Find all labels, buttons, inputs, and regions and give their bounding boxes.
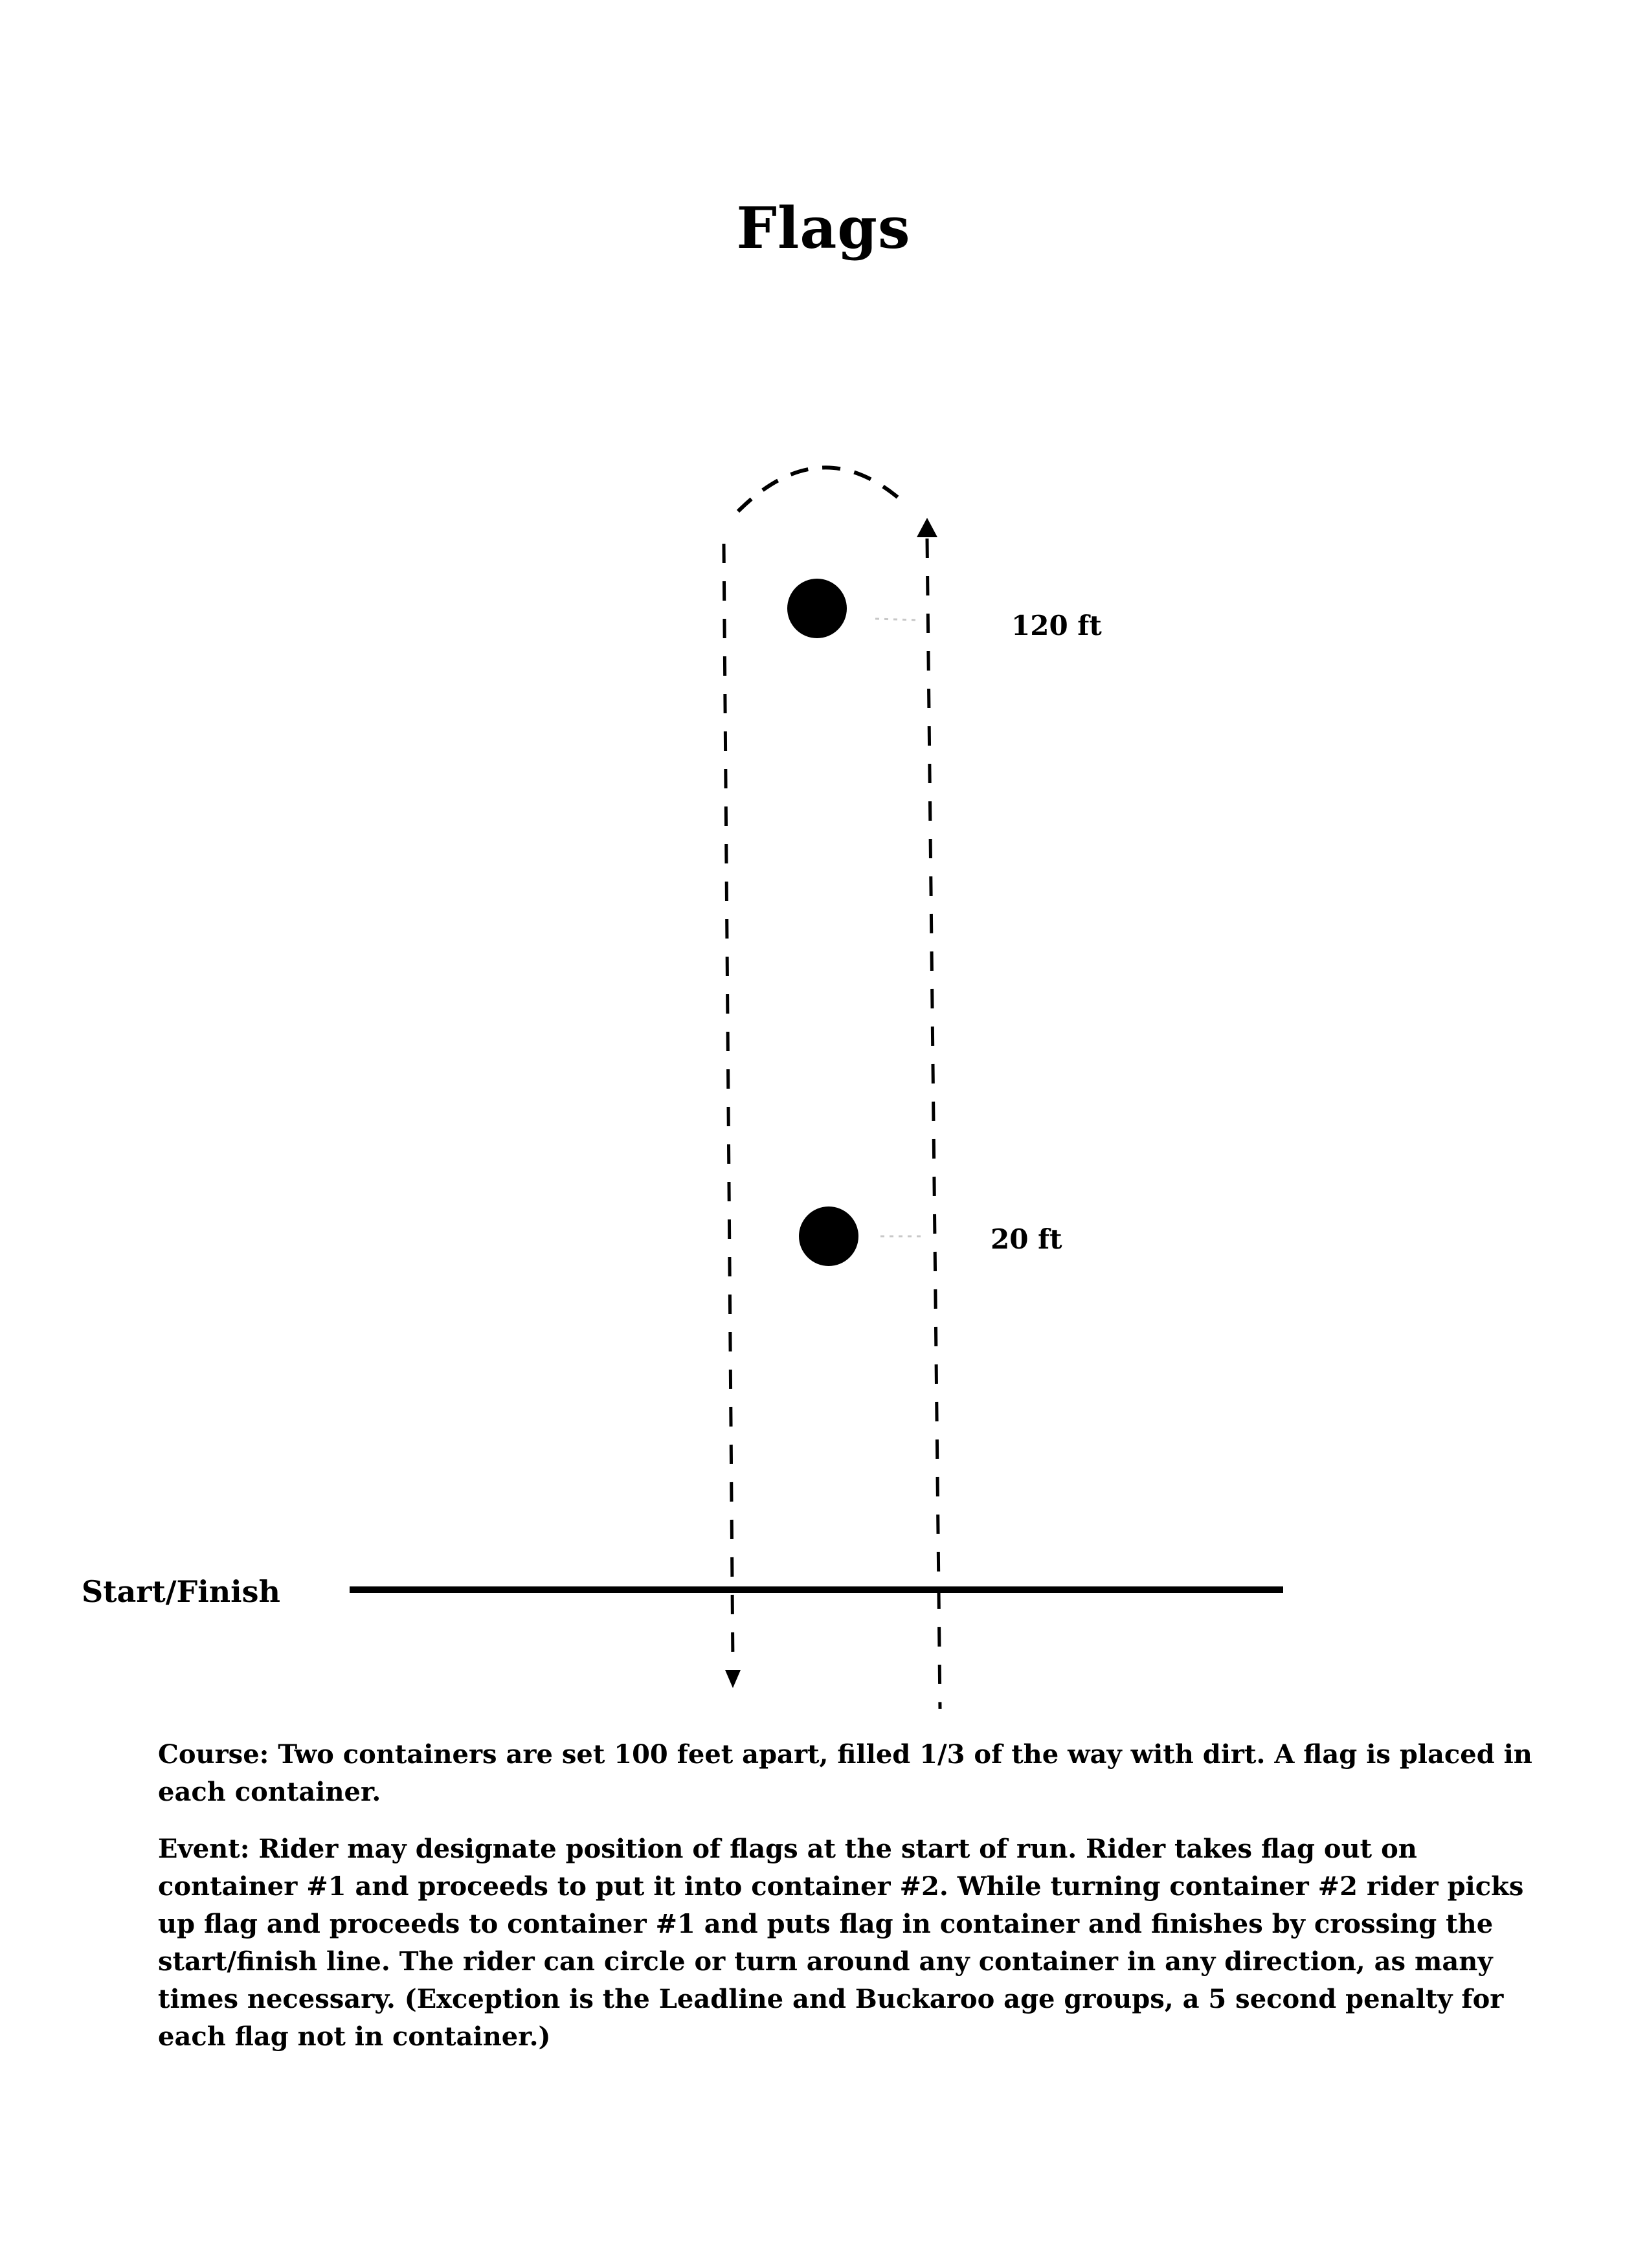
event-paragraph: Event: Rider may designate position of flags at the start of run. Rider takes flag out on container #1 and proceeds to put it into container #2. While turning container #2 rider picks up flag and proceeds to container #1 and puts flag in container and finishes by crossing the start/finish line. The rider can circle or turn around any container in any direction, as many times necessary. (Exception is the Leadline and Buckaroo age groups, a 5 second penalty for each flag not in container.) (158, 1834, 1524, 2052)
course-paragraph: Course: Two containers are set 100 feet apart, filled 1/3 of the way with dirt. A flag is placed in each container. (158, 1739, 1532, 1807)
rules-text (158, 1736, 1543, 2075)
distance-label-120: 120 ft (1011, 610, 1102, 641)
distance-mark-top (875, 619, 919, 620)
return-path-left (724, 544, 733, 1663)
outbound-path-right (927, 539, 940, 1709)
distance-label-20: 20 ft (991, 1223, 1062, 1255)
arrow-up-icon (917, 518, 937, 537)
container-2 (787, 579, 847, 638)
arrow-down-icon (725, 1670, 741, 1688)
page-title: Flags (736, 194, 911, 261)
start-finish-label: Start/Finish (82, 1574, 280, 1609)
container-1 (799, 1206, 858, 1266)
turnaround-path (738, 467, 906, 511)
